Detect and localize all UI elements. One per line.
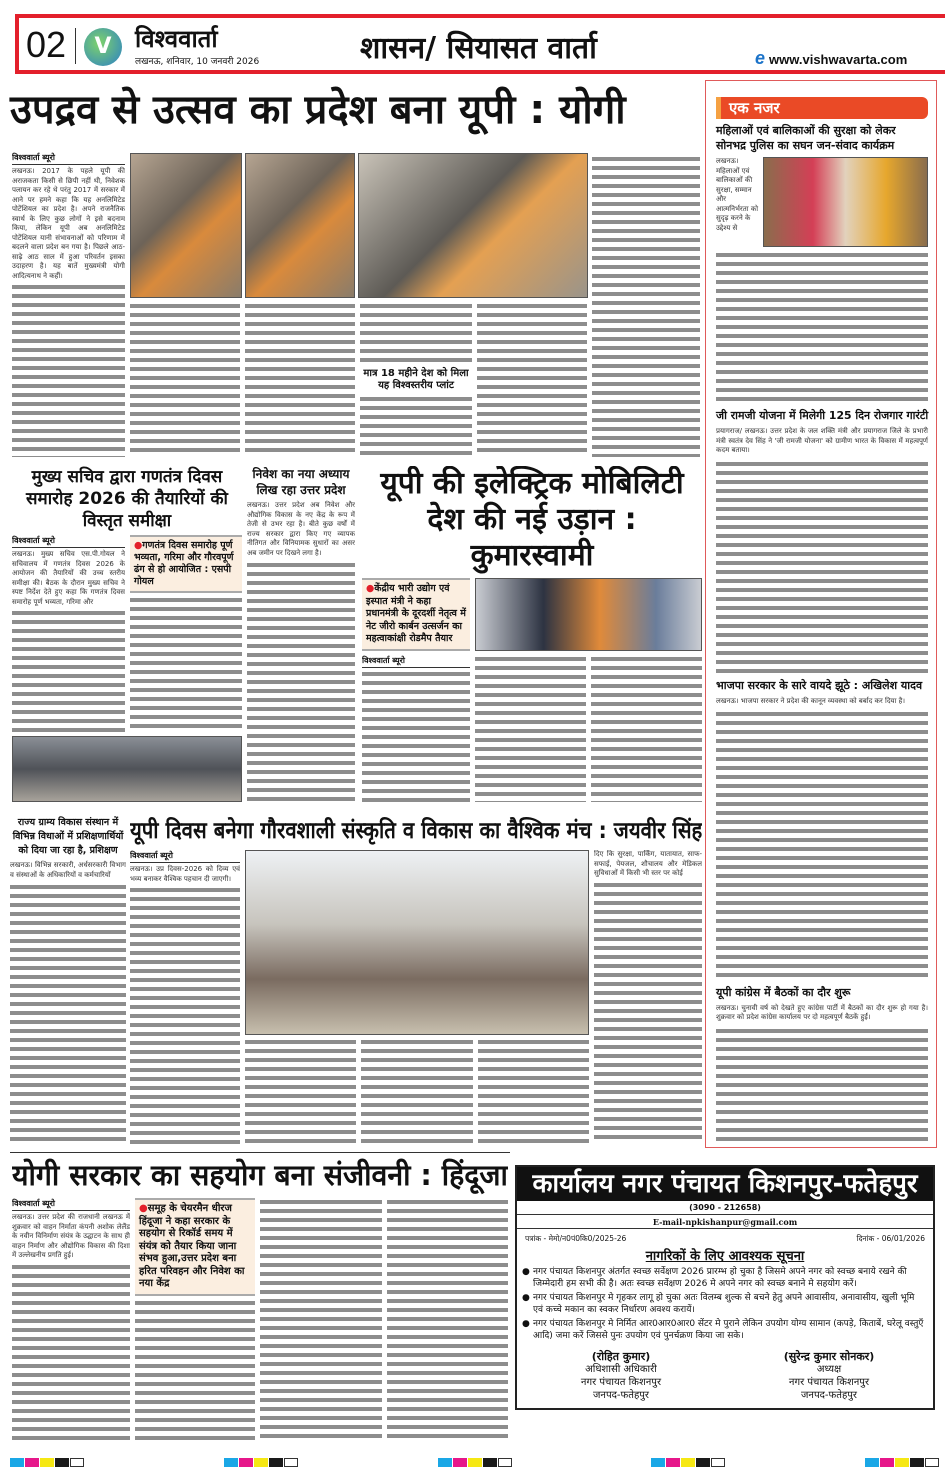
- story5-headline: राज्य ग्राम्य विकास संस्थान में विभिन्न विधाओं में प्रशिक्षणार्थियों को दिया जा रहा है, प्रशिक्षण: [12, 817, 124, 856]
- story4-photo: [475, 578, 702, 651]
- text-block: [361, 1038, 472, 1144]
- story7-block: [12, 1156, 508, 1442]
- signatory-role: अध्यक्ष: [816, 1364, 842, 1375]
- text-block: [130, 302, 240, 457]
- registration-mark: [224, 1452, 299, 1471]
- text-block: [245, 1038, 356, 1144]
- text-block: [135, 1299, 255, 1443]
- story5-text: लखनऊ। विभिन्न सरकारी, अर्धसरकारी विभाग व संस्थाओं के अधिकारियों व कर्मचारियों: [10, 861, 126, 879]
- text-block: [247, 561, 355, 802]
- section-title-text: शासन/ सियासत वार्ता: [360, 31, 597, 66]
- signatory-district: जनपद-फतेहपुर: [800, 1390, 858, 1401]
- text-block: [12, 609, 125, 733]
- story6-block: [130, 816, 702, 1144]
- story4-block: [362, 466, 702, 802]
- story3-headline: निवेश का नया अध्याय लिख रहा उत्तर प्रदेश: [252, 467, 350, 497]
- text-block: [360, 395, 472, 458]
- lead-pullquote: मात्र 18 महीने देश को मिला यह विश्वस्तरीय प्लांट: [363, 367, 469, 391]
- notice-point: ● नगर पंचायत किशनपुर मे निर्मित आर0आर0आर0 सेंटर मे पुराने लेकिन उपयोग योग्य सामान (कपड़े, किताबें, घरेलू वस्तुएँ आदि) जमा करें जिससे पुनः उपयोग एवं पुनर्चक्रण किया जा सके।: [533, 1318, 927, 1342]
- website-link[interactable]: [755, 48, 935, 69]
- notice-points: [517, 1266, 933, 1342]
- text-block: [716, 710, 928, 980]
- byline: विश्ववार्ता ब्यूरो: [362, 655, 470, 668]
- story6-headline-text: यूपी दिवस बनेगा गौरवशाली संस्कृति व विकास का वैश्विक मंच : जयवीर सिंह: [130, 818, 702, 844]
- color-registration-strip: [10, 1452, 940, 1471]
- text-block: [478, 1038, 589, 1144]
- byline: विश्ववार्ता ब्यूरो: [12, 152, 125, 165]
- story2-text: लखनऊ। मुख्य सचिव एस.पी.गोयल ने सचिवालय में गणतंत्र दिवस 2026 के आयोजन की तैयारियों की उच्च स्तरीय समीक्षा की। बैठक के दौरान मुख्य सचिव ने स्पष्ट निर्देश देते हुए कहा कि गणतंत्र दिवस समारोह पूर्ण भव्यता, गरिमा और: [12, 550, 125, 606]
- notice-date: दिनांक - 06/01/2026: [856, 1234, 925, 1243]
- story7-text: लखनऊ। उत्तर प्रदेश की राजधानी लखनऊ में शुक्रवार को वाहन निर्माता कंपनी अशोक लेलैंड के नवीन विनिर्माण संयंत्र के उद्घाटन के साथ ही वाहन निर्माण और औद्योगिक विकास की दिशा में उल्लेखनीय प्रगति हुई।: [12, 1213, 130, 1259]
- lead-headline-text: उपद्रव से उत्सव का प्रदेश बना यूपी : योगी: [10, 87, 626, 133]
- text-block: [130, 886, 240, 1144]
- notice-email: E-mail-npkishanpur@gmail.com: [517, 1215, 933, 1229]
- notice-heading: नागरिकों के लिए आवश्यक सूचना: [645, 1249, 805, 1264]
- signatory-org: नगर पंचायत किशनपुर: [788, 1377, 870, 1388]
- brief-text: लखनऊ। भाजपा सरकार ने प्रदेश की कानून व्यवस्था को बर्बाद कर दिया है।: [716, 696, 906, 705]
- brief-headline-text: यूपी कांग्रेस में बैठकों का दौर शुरू: [716, 985, 851, 999]
- text-block: [592, 155, 700, 457]
- text-block: [245, 302, 355, 457]
- ek-najar-text: लखनऊ। महिलाओं एवं बालिकाओं की सुरक्षा, सम्मान और आत्मनिर्भरता को सुदृढ़ करने के उद्देश्य से: [716, 157, 759, 232]
- signatory: [541, 1350, 701, 1402]
- brief-headline-text: भाजपा सरकार के सारे वायदे झूठे : अखिलेश यादव: [716, 678, 923, 692]
- story7-headline-text: योगी सरकार का सहयोग बना संजीवनी : हिंदूजा: [12, 1158, 508, 1192]
- registration-mark: [865, 1452, 940, 1471]
- signatory-row: [517, 1350, 933, 1402]
- divider: [10, 1152, 510, 1153]
- registration-mark: [438, 1452, 513, 1471]
- brief-headline: [716, 678, 928, 693]
- text-block: [12, 1263, 130, 1443]
- lead-photo: [245, 153, 355, 298]
- signatory-name: (सुरेन्द्र कुमार सोनकर): [783, 1350, 875, 1363]
- text-block: [716, 460, 928, 674]
- text-block: [387, 1198, 509, 1442]
- story6-col: [130, 850, 240, 1144]
- story6-under-photo: [245, 1038, 589, 1144]
- story7-col: [12, 1198, 130, 1442]
- text-block: [477, 302, 587, 457]
- lead-photo: [358, 153, 588, 298]
- page-number: 02: [26, 24, 67, 65]
- divider: [75, 28, 76, 64]
- bullet-icon: ●: [134, 540, 143, 551]
- ek-najar-box: [705, 80, 937, 1148]
- registration-mark: [10, 1452, 85, 1471]
- signatory: [749, 1350, 909, 1402]
- story7-pullquote: [135, 1198, 255, 1296]
- story2-block: [12, 466, 242, 802]
- byline: विश्ववार्ता ब्यूरो: [12, 535, 125, 548]
- signatory-name: (रोहित कुमार): [591, 1350, 651, 1363]
- story2-columns: [12, 535, 242, 733]
- brief-headline-text: जी रामजी योजना में मिलेगी 125 दिन रोजगार गारंटी: [716, 409, 929, 423]
- lead-text: लखनऊ। 2017 के पहले यूपी की अराजकता किसी से छिपी नहीं थी, निवेशक पलायन कर रहे थे परंतु 2017 में सरकार में आने पर हमने कहा कि यह अनलिमिटेड पोटेंशियल का प्रदेश है। अपने राजनैतिक स्वार्थ के लिए कुछ लोगों ने इसे बदनाम किया, लेकिन यूपी अब अनलिमिटेड पोटेंशियल यानी संभावनाओं को परिणाम में बदलने वाला प्रदेश बन गया है। पिछले आठ-साढ़े आठ साल में हुआ परिवर्तन इसका उदाहरण है। यह बातें मुख्यमंत्री योगी आदित्यनाथ ने कहीं।: [12, 167, 125, 280]
- text-block: [12, 283, 125, 457]
- story6-columns: [130, 850, 702, 1144]
- text-block: [594, 881, 702, 1145]
- text-block: [475, 655, 586, 803]
- dateline: लखनऊ, शनिवार, 10 जनवरी 2026: [135, 57, 260, 67]
- ek-najar-photo: [763, 157, 928, 247]
- story6-col-right: [594, 850, 702, 1144]
- brand-logo: V: [84, 28, 122, 66]
- story2-photo: [12, 736, 242, 802]
- text-block: [591, 655, 702, 803]
- pullquote-text: समूह के चेयरमैन धीरज हिंदूजा ने कहा सरकार के सहयोग से रिकॉर्ड समय में संयंत्र को तैयार किया जाना संभव हुआ,उत्तर प्रदेश बना हरित परिवहन और निवेश का नया केंद्र: [139, 1203, 245, 1289]
- story3-block: [247, 466, 355, 802]
- text-block: [360, 302, 472, 365]
- story7-columns: [12, 1198, 508, 1442]
- brand-name: विश्ववार्ता: [135, 25, 218, 53]
- byline: विश्ववार्ता ब्यूरो: [12, 1198, 130, 1211]
- text-block: [362, 670, 470, 803]
- notice-code: (3090 - 212658): [517, 1201, 933, 1215]
- story4-col: [362, 655, 470, 803]
- story4-top-row: [362, 578, 702, 651]
- bullet-icon: ●: [139, 1203, 148, 1214]
- story7-col: [135, 1198, 255, 1442]
- notice-advertisement: [515, 1165, 935, 1410]
- notice-ref-row: [517, 1229, 933, 1244]
- ek-najar-label: एक नजर: [716, 97, 928, 119]
- brief-text: प्रयागराज/ लखनऊ। उत्तर प्रदेश के जल शक्ति मंत्री और प्रयागराज जिले के प्रभारी मंत्री स्वतंत्र देव सिंह ने 'जी रामजी योजना' को ग्रामीण भारत के विकास में महत्वपूर्ण कदम बताया।: [716, 427, 928, 455]
- story2-pullquote: [130, 535, 242, 593]
- pullquote-text: केंद्रीय भारी उद्योग एवं इस्पात मंत्री ने कहा प्रधानमंत्री के दूरदर्शी नेतृत्व में नेट जीरो कार्बन उत्सर्जन का महत्वाकांक्षी रोडमैप तैयार: [366, 583, 466, 644]
- lead-headline: [10, 82, 700, 138]
- story6-center: [245, 850, 589, 1144]
- signatory-role: अधिशासी अधिकारी: [585, 1364, 657, 1375]
- bullet-icon: ●: [366, 583, 375, 594]
- story6-photo: [245, 850, 589, 1035]
- story6-headline: [130, 816, 702, 846]
- browser-icon: e: [755, 48, 766, 68]
- ek-najar-headline: महिलाओं एवं बालिकाओं की सुरक्षा को लेकर सोनभद्र पुलिस का सघन जन-संवाद कार्यक्रम: [716, 124, 896, 152]
- registration-mark: [651, 1452, 726, 1471]
- story2-col: [130, 535, 242, 733]
- notice-title-text: कार्यालय नगर पंचायत किशनपुर-फतेहपुर: [532, 1169, 918, 1199]
- text-block: [130, 596, 242, 733]
- lead-photo: [130, 153, 242, 298]
- lead-pullquote-col: [360, 302, 472, 457]
- byline: विश्ववार्ता ब्यूरो: [130, 850, 240, 863]
- brief-headline: [716, 408, 928, 423]
- pullquote-text: गणतंत्र दिवस समारोह पूर्ण भव्यता, गरिमा और गौरवपूर्ण ढंग से हो आयोजित : एसपी गोयल: [134, 540, 234, 587]
- notice-title: [517, 1167, 933, 1201]
- story7-headline: [12, 1156, 508, 1194]
- text-block: [260, 1198, 382, 1442]
- text-block: [716, 251, 928, 404]
- story6-text: लखनऊ। उप्र दिवस-2026 को दिव्य एवं भव्य बनाकर वैश्विक पहचान दी जाएगी।: [130, 865, 240, 883]
- website-text: www.vishwavarta.com: [769, 52, 908, 67]
- story2-col: [12, 535, 125, 733]
- signatory-district: जनपद-फतेहपुर: [592, 1390, 650, 1401]
- notice-ref: पत्रांक - मेमो/न0पं0कि0/2025-26: [525, 1234, 627, 1243]
- story3-text: लखनऊ। उत्तर प्रदेश अब निवेश और औद्योगिक विकास के नए केंद्र के रूप में तेजी से उभर रहा है। बीते कुछ वर्षों में राज्य सरकार द्वारा किए गए व्यापक नीतिगत और विनियामक सुधारों का असर अब जमीन पर दिखने लगा है।: [247, 501, 355, 557]
- ek-najar-row: [716, 157, 928, 247]
- text-block: [716, 1027, 928, 1141]
- notice-point: ● नगर पंचायत किशनपुर मे गृहकर लागू हो चुका अतः विलम्ब शुल्क से बचने हेतु अपने आवासीय, अनावासीय, खुली भूमि एवं कच्चे मकान का स्वकर निर्धारण अवश्य करायें।: [533, 1292, 927, 1316]
- story4-columns: [362, 655, 702, 803]
- notice-point: ● नगर पंचायत किशनपुर अंतर्गत स्वच्छ सर्वेक्षण 2026 प्रारम्भ हो चुका है जिसमे अपने नगर को स्वच्छ बनाये रखने की जिम्मेदारी हम सभी की है। अतः स्वच्छ सर्वेक्षण 2026 मे अपने नगर को स्वच्छ बनाने मे सहयोग करें।: [533, 1266, 927, 1290]
- section-title: [360, 26, 700, 67]
- story6-text-right: दिए कि सुरक्षा, पार्किंग, यातायात, साफ-सफाई, पेयजल, शौचालय और मेडिकल सुविधाओं में किसी भी स्तर पर कोई: [594, 850, 702, 877]
- signatory-org: नगर पंचायत किशनपुर: [580, 1377, 662, 1388]
- brief-headline: [716, 985, 928, 1000]
- lead-story-col: [12, 152, 125, 457]
- story2-headline: मुख्य सचिव द्वारा गणतंत्र दिवस समारोह 2026 की तैयारियों की विस्तृत समीक्षा: [26, 467, 228, 531]
- text-block: [10, 883, 126, 1144]
- brief-text: लखनऊ। चुनावी वर्ष को देखते हुए कांग्रेस पार्टी में बैठकों का दौर शुरू हो गया है। शुक्रवार को प्रदेश कांग्रेस कार्यालय पर दो महत्वपूर्ण बैठकें हुईं।: [716, 1003, 928, 1022]
- story4-pullquote: [362, 578, 470, 651]
- story4-headline: यूपी की इलेक्ट्रिक मोबिलिटी देश की नई उड़ान : कुमारस्वामी: [380, 466, 684, 573]
- story5-block: [10, 816, 126, 1144]
